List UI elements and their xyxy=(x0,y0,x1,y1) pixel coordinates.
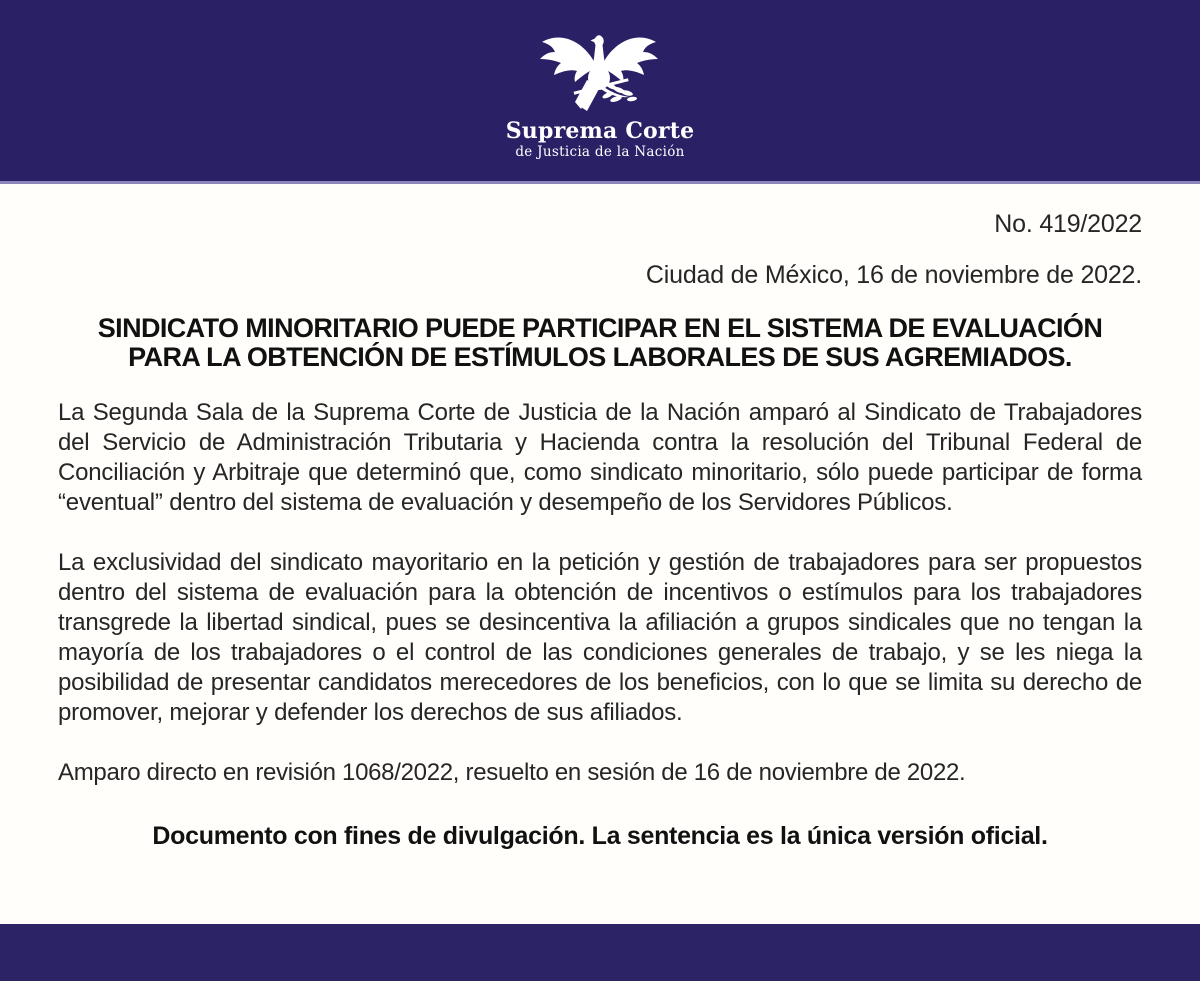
dateline: Ciudad de México, 16 de noviembre de 2022. xyxy=(645,261,1142,289)
document-title-line-1: SINDICATO MINORITARIO PUEDE PARTICIPAR EN EL SISTEMA DE EVALUACIÓN xyxy=(97,313,1103,343)
scjn-logo xyxy=(506,29,695,159)
document-title-line-2: PARA LA OBTENCIÓN DE ESTÍMULOS LABORALES DE SUS AGREMIADOS. xyxy=(128,342,1072,373)
scjn-eagle-icon xyxy=(537,29,663,117)
paragraph-1: La Segunda Sala de la Suprema Corte de Justicia de la Nación amparó al Sindicato de Trabajadores del Servicio de Administración Tributaria y Hacienda contra la resolución del Tribunal Federal de Conciliación y Arbitraje que determinó que, como sindicato minoritario, sólo puede participar de forma “eventual” dentro del sistema de evaluación y desempeño de los Servidores Públicos. xyxy=(58,399,1142,517)
footer-band xyxy=(0,924,1200,981)
disclaimer: Documento con fines de divulgación. La sentencia es la única versión oficial. xyxy=(152,822,1048,851)
logo-title: Suprema Corte xyxy=(505,118,695,145)
case-reference: Amparo directo en revisión 1068/2022, resuelto en sesión de 16 de noviembre de 2022. xyxy=(58,759,966,787)
document-number: No. 419/2022 xyxy=(994,210,1142,238)
document-title xyxy=(58,314,1142,372)
paragraph-2: La exclusividad del sindicato mayoritario en la petición y gestión de trabajadores para ser propuestos dentro del sistema de evaluación para la obtención de incentivos o estímulos para los trabajadores transgrede la libertad sindical, pues se desincentiva la afiliación a grupos sindicales que no tengan la mayoría de los trabajadores o el control de las condiciones generales de trabajo, y se les niega la posibilidad de presentar candidatos merecedores de los beneficios, con lo que se limita su derecho de promover, mejorar y defender los derechos de sus afiliados. xyxy=(58,549,1142,727)
document-body xyxy=(0,210,1200,851)
header-band xyxy=(0,0,1200,184)
logo-subtitle: de Justicia de la Nación xyxy=(515,143,685,160)
